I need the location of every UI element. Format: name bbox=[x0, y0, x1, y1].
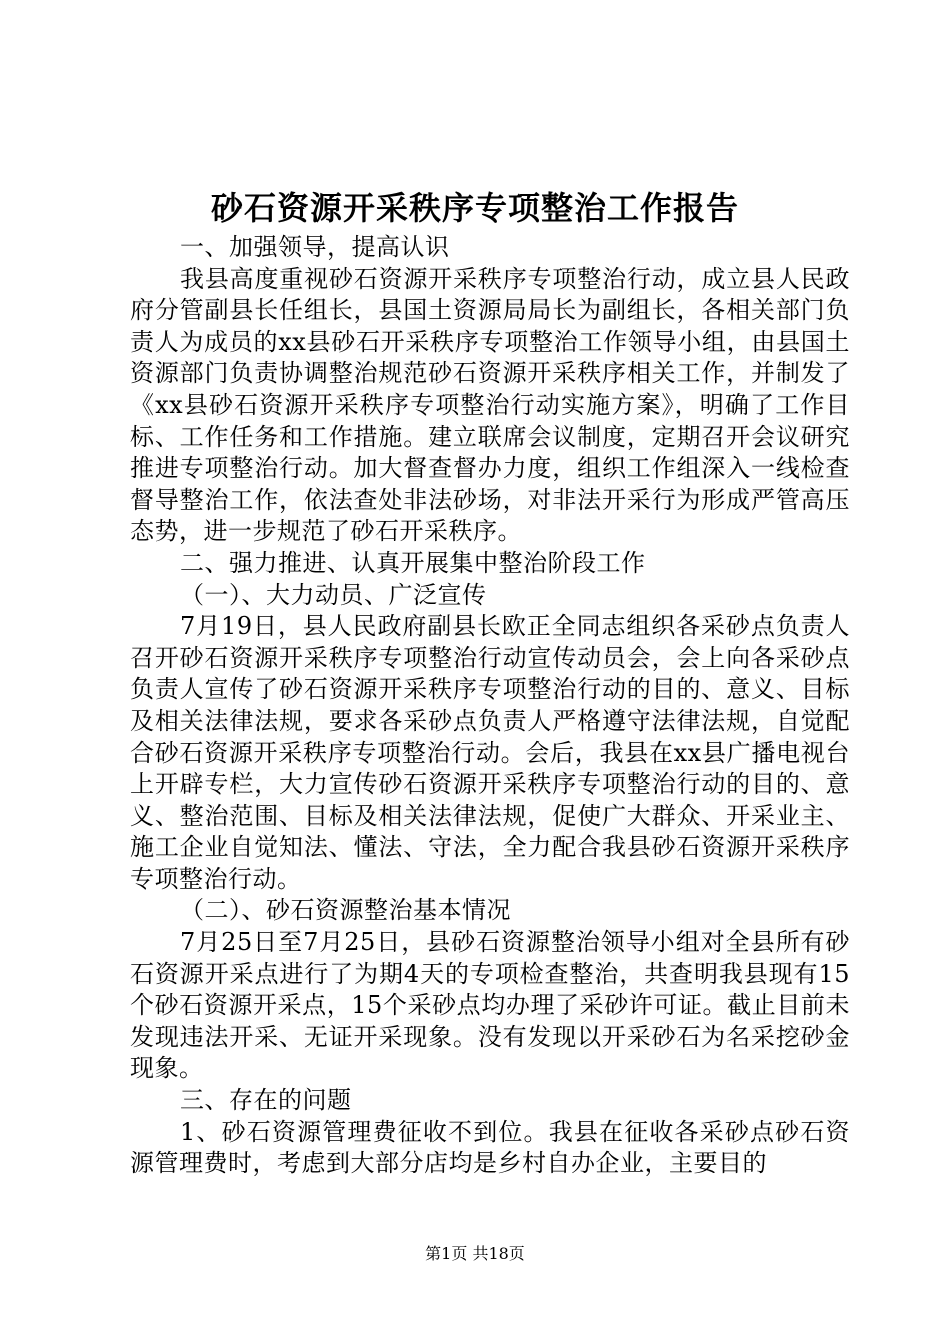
document-title: 砂石资源开采秩序专项整治工作报告 bbox=[210, 189, 739, 227]
paragraph-1: 我县高度重视砂石资源开采秩序专项整治行动，成立县人民政府分管副县长任组长，县国土资源局局长为副组长，各相关部门负责人为成员的xx县砂石开采秩序专项整治工作领导小组，由县国土资源部门负责协调整治规范砂石资源开采秩序相关工作，并制发了《xx县砂石资源开采秩序专项整治行动实施方案》，明确了工作目标、工作任务和工作措施。建立联席会议制度，定期召开会议研究推进专项整治行动。加大督查督办力度，组织工作组深入一线检查督导整治工作，依法查处非法砂场，对非法开采行为形成严管高压态势，进一步规范了砂石开采秩序。 bbox=[130, 264, 850, 546]
paragraph-3: 7月25日至7月25日，县砂石资源整治领导小组对全县所有砂石资源开采点进行了为期4天的专项检查整治，共查明我县现有15个砂石资源开采点，15个采砂点均办理了采砂许可证。截止目前未发现违法开采、无证开采现象。没有发现以开采砂石为名采挖砂金现象。 bbox=[130, 928, 850, 1083]
section-heading-2: 二、强力推进、认真开展集中整治阶段工作 bbox=[180, 548, 646, 577]
page-number-footer: 第1页 共18页 bbox=[425, 1244, 525, 1263]
section-heading-3: 三、存在的问题 bbox=[180, 1086, 352, 1115]
subsection-heading-2: （二）、砂石资源整治基本情况 bbox=[180, 896, 511, 925]
paragraph-4: 1、砂石资源管理费征收不到位。我县在征收各采砂点砂石资源管理费时，考虑到大部分店均是乡村自办企业，主要目的 bbox=[130, 1117, 850, 1178]
section-heading-1: 一、加强领导，提高认识 bbox=[180, 233, 450, 261]
subsection-heading-1: （一）、大力动员、广泛宣传 bbox=[180, 580, 487, 609]
document-body bbox=[130, 232, 850, 1180]
paragraph-2: 7月19日，县人民政府副县长欧正全同志组织各采砂点负责人召开砂石资源开采秩序专项整治行动宣传动员会，会上向各采砂点负责人宣传了砂石资源开采秩序专项整治行动的目的、意义、目标及相关法律法规，要求各采砂点负责人严格遵守法律法规，自觉配合砂石资源开采秩序专项整治行动。会后，我县在xx县广播电视台上开辟专栏，大力宣传砂石资源开采秩序专项整治行动的目的、意义、整治范围、目标及相关法律法规，促使广大群众、开采业主、施工企业自觉知法、懂法、守法，全力配合我县砂石资源开采秩序专项整治行动。 bbox=[130, 612, 850, 893]
